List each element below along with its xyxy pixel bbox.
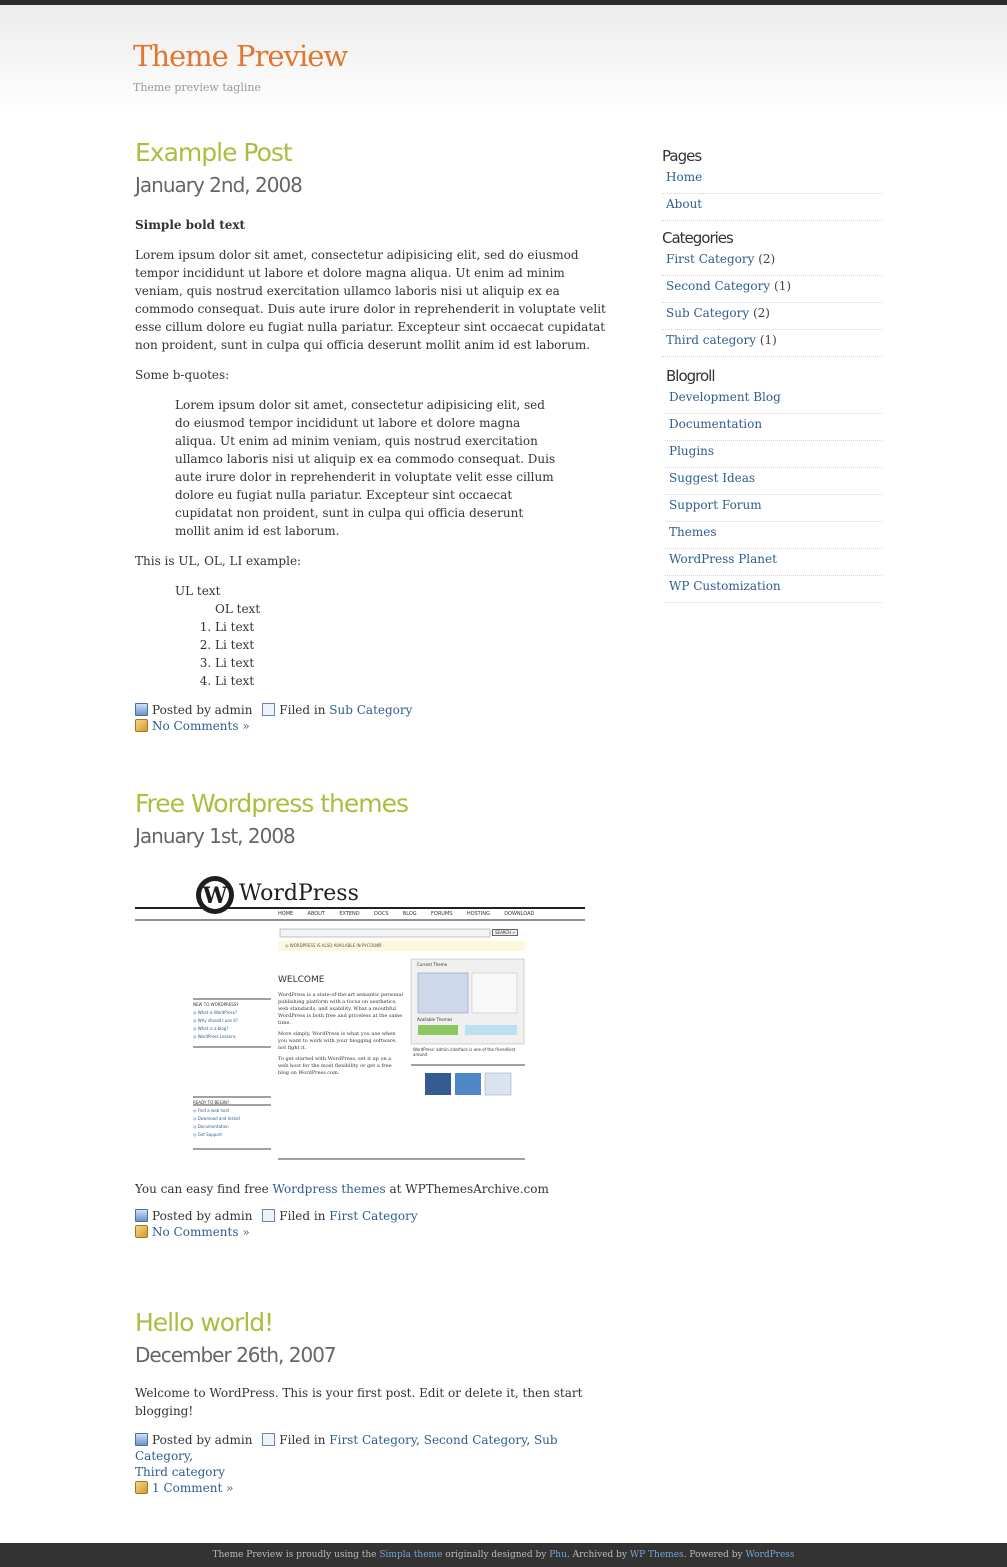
- post-title[interactable]: Example Post: [135, 138, 292, 167]
- wp-link: ◎ What is WordPress?: [193, 1010, 237, 1015]
- wp-admin-caption: WordPress' admin interface is one of the friendliest around.: [413, 1047, 516, 1057]
- site-title[interactable]: Theme Preview: [133, 39, 348, 73]
- wp-link: ◎ Download and Install: [193, 1116, 240, 1121]
- footer-theme-link[interactable]: Simpla theme: [379, 1550, 443, 1560]
- wp-nav-item: FORUMS: [431, 911, 453, 917]
- category-link[interactable]: First Category: [329, 1433, 417, 1447]
- wp-link: ◎ Get Support: [193, 1132, 222, 1137]
- blogroll-item: [665, 414, 882, 441]
- footer-text: Theme Preview is proudly using the: [212, 1550, 377, 1560]
- comments-link[interactable]: No Comments »: [152, 719, 250, 733]
- category-link[interactable]: Second Category: [423, 1433, 527, 1447]
- blogroll-item: [665, 468, 882, 495]
- text: at WPThemesArchive.com: [389, 1182, 549, 1196]
- wp-new-heading: NEW TO WORDPRESS?: [193, 1002, 239, 1007]
- post-free-themes: [135, 789, 615, 1240]
- bold-text: Simple bold text: [135, 218, 246, 232]
- pages-widget: [662, 145, 882, 221]
- category-count: (1): [774, 279, 792, 293]
- category-link[interactable]: Sub Category: [666, 306, 750, 320]
- post-meta: [135, 702, 615, 734]
- wp-link: ◎ Documentation: [193, 1124, 229, 1129]
- wp-nav-item: HOSTING: [466, 911, 490, 917]
- sidebar-category: [662, 276, 882, 303]
- filed-in-label: Filed in: [279, 1433, 326, 1447]
- blogroll-link[interactable]: Documentation: [669, 417, 763, 431]
- list-item: 4. Li text: [215, 672, 615, 690]
- blogroll-link[interactable]: Support Forum: [669, 498, 762, 512]
- site-header: [0, 5, 1007, 115]
- blogroll-item: [665, 441, 882, 468]
- category-link[interactable]: Third category: [135, 1465, 226, 1479]
- paragraph: Lorem ipsum dolor sit amet, consectetur adipisicing elit, sed do eiusmod tempor incididunt ut labore et dolore magna aliqua. Ut enim ad minim veniam, quis nostrud exercitation ullamco laboris nisi ut aliquip ex ea commodo consequat. Duis aute irure dolor in reprehenderit in voluptate velit esse cillum dolore eu fugiat nulla pariatur. Excepteur sint occaecat cupidatat non proident, sunt in culpa qui officia deserunt mollit anim id est laborum.: [135, 248, 606, 352]
- blockquote: Lorem ipsum dolor sit amet, consectetur adipisicing elit, sed do eiusmod tempor incididunt ut labore et dolore magna aliqua. Ut enim ad minim veniam, quis nostrud exercitation ullamco laboris nisi ut aliquip ex ea commodo consequat. Duis aute irure dolor in reprehenderit in voluptate velit esse cillum dolore eu fugiat nulla pariatur. Excepteur sint occaecat cupidatat non proident, sunt in culpa qui officia deserunt mollit anim id est laborum.: [175, 398, 556, 538]
- wp-welcome: WELCOME: [278, 975, 325, 985]
- post-hello-world: [135, 1308, 615, 1496]
- category-count: (2): [752, 306, 770, 320]
- post-date: January 1st, 2008: [135, 824, 295, 848]
- page-link[interactable]: About: [666, 197, 703, 211]
- wp-body-text: More simply, WordPress is what you use when you want to work with your blogging software, not fight it.: [278, 1031, 397, 1051]
- sidebar-category: [662, 249, 882, 276]
- blogroll-item: [665, 549, 882, 576]
- widget-title-pages: Pages: [662, 147, 702, 165]
- footer-designer-link[interactable]: Phu: [549, 1550, 567, 1560]
- wp-body-text: To get started with WordPress, set it up on a web host for the most flexibility or get a free blog on WordPress.com.: [278, 1056, 392, 1076]
- ol-list: [175, 618, 615, 690]
- post-content: [135, 1180, 615, 1198]
- wp-body: [278, 992, 403, 1077]
- wp-body-text: WordPress is a state-of-the-art semantic personal publishing platform with a focus on aesthetics, web standards, and usability. What a mouthful. WordPress is both free and priceless at the same time.: [278, 992, 403, 1026]
- ul-list: [175, 582, 615, 690]
- post-content: [135, 216, 615, 690]
- category-link[interactable]: First Category: [329, 1209, 418, 1223]
- wp-nav: [278, 911, 534, 917]
- wp-search-button: SEARCH »: [492, 929, 518, 936]
- post-example: [135, 138, 615, 734]
- sidebar: [662, 145, 882, 603]
- comments-link[interactable]: No Comments »: [152, 1225, 250, 1239]
- text: You can easy find free: [135, 1182, 269, 1196]
- post-content: [135, 1384, 615, 1420]
- comment-icon: [135, 719, 148, 732]
- posted-by: Posted by admin: [152, 1433, 253, 1447]
- wp-new-box: [193, 1001, 273, 1041]
- wp-available-themes: Available Themes: [417, 1017, 453, 1022]
- folder-icon: [262, 1209, 275, 1222]
- blogroll-item: [665, 387, 882, 414]
- footer-text: originally designed by: [445, 1550, 547, 1560]
- blogroll-link[interactable]: Development Blog: [669, 390, 781, 404]
- filed-in-label: Filed in: [279, 703, 326, 717]
- bquote-label: Some b-quotes:: [135, 368, 230, 382]
- wp-nav-item: DOWNLOAD: [504, 911, 535, 917]
- post-date: December 26th, 2007: [135, 1343, 336, 1367]
- comment-icon: [135, 1225, 148, 1238]
- post-title[interactable]: Hello world!: [135, 1308, 274, 1337]
- category-count: (2): [758, 252, 776, 266]
- folder-icon: [262, 1433, 275, 1446]
- post-date: January 2nd, 2008: [135, 173, 302, 197]
- sidebar-category: [662, 303, 882, 330]
- posted-by: Posted by admin: [152, 703, 253, 717]
- wp-link: ◎ Why should I use it?: [193, 1018, 239, 1023]
- category-link[interactable]: Second Category: [666, 279, 771, 293]
- footer-wordpress-link[interactable]: WordPress: [745, 1550, 795, 1560]
- wp-link: ◎ What is a blog?: [193, 1026, 229, 1031]
- post-meta: [135, 1208, 615, 1240]
- svg-text:W: W: [202, 883, 228, 909]
- sidebar-category: [662, 330, 882, 357]
- site-tagline: Theme preview tagline: [133, 81, 261, 94]
- wordpress-screenshot-image: [135, 875, 585, 1160]
- blogroll-link[interactable]: Plugins: [669, 444, 715, 458]
- paragraph: Welcome to WordPress. This is your first post. Edit or delete it, then start blogging!: [135, 1386, 583, 1418]
- posted-by: Posted by admin: [152, 1209, 253, 1223]
- blogroll-item: [665, 576, 882, 603]
- list-item: 3. Li text: [215, 654, 615, 672]
- wp-nav-item: HOME: [278, 911, 294, 917]
- widget-title-categories: Categories: [662, 229, 733, 247]
- wp-ready-box: [193, 1099, 273, 1139]
- user-icon: [135, 703, 148, 716]
- page-link[interactable]: Home: [666, 170, 703, 184]
- wp-link: ◎ Find a web host: [193, 1108, 230, 1113]
- comment-icon: [135, 1481, 148, 1494]
- wp-ready-heading: READY TO BEGIN?: [193, 1100, 230, 1105]
- category-link[interactable]: Sub Category: [329, 703, 413, 717]
- blogroll-item: [665, 522, 882, 549]
- category-link[interactable]: Sub Category: [135, 1433, 558, 1463]
- blogroll-item: [665, 495, 882, 522]
- post-meta: Posted by admin Filed in First Category, Second Category, Sub Category, Third category 1 Comment »: [135, 1433, 558, 1495]
- blogroll-link[interactable]: Suggest Ideas: [669, 471, 756, 485]
- footer-archive-link[interactable]: WP Themes: [629, 1550, 684, 1560]
- list-item: 1. Li text: [215, 618, 615, 636]
- category-link[interactable]: First Category: [666, 252, 755, 266]
- wp-current-theme: Current Theme: [417, 962, 448, 967]
- wp-nav-item: BLOG: [402, 911, 417, 917]
- sidebar-page-about: [662, 194, 882, 221]
- site-footer: [0, 1543, 1007, 1567]
- paragraph: [135, 1180, 615, 1198]
- widget-title-blogroll: Blogroll: [666, 367, 715, 385]
- footer-text: . Powered by: [683, 1550, 743, 1560]
- ol-text: OL text: [215, 602, 261, 616]
- blogroll-widget: [662, 365, 882, 603]
- wp-nav-item: DOCS: [373, 911, 389, 917]
- category-count: (1): [759, 333, 777, 347]
- wp-logo-text: WordPress: [239, 881, 359, 906]
- blogroll-link[interactable]: Themes: [669, 525, 717, 539]
- user-icon: [135, 1433, 148, 1446]
- wp-link: ◎ WordPress Lessons: [193, 1034, 236, 1039]
- footer-text: . Archived by: [566, 1550, 627, 1560]
- categories-widget: [662, 227, 882, 357]
- folder-icon: [262, 703, 275, 716]
- wp-notice: ◎ WORDPRESS IS ALSO AVAILABLE IN РУССКИЙ.: [285, 943, 383, 948]
- user-icon: [135, 1209, 148, 1222]
- list-label: This is UL, OL, LI example:: [135, 554, 302, 568]
- wp-nav-item: ABOUT: [307, 911, 325, 917]
- sidebar-page-home: [662, 167, 882, 194]
- filed-in-label: Filed in: [279, 1209, 326, 1223]
- ul-text: UL text: [175, 584, 221, 598]
- category-link[interactable]: Third category: [666, 333, 757, 347]
- post-title[interactable]: Free Wordpress themes: [135, 789, 409, 818]
- comments-link[interactable]: 1 Comment »: [152, 1481, 234, 1495]
- wp-nav-item: EXTEND: [339, 911, 360, 917]
- wordpress-themes-link[interactable]: Wordpress themes: [272, 1182, 386, 1196]
- blogroll-link[interactable]: WP Customization: [669, 579, 781, 593]
- blogroll-link[interactable]: WordPress Planet: [669, 552, 777, 566]
- list-item: 2. Li text: [215, 636, 615, 654]
